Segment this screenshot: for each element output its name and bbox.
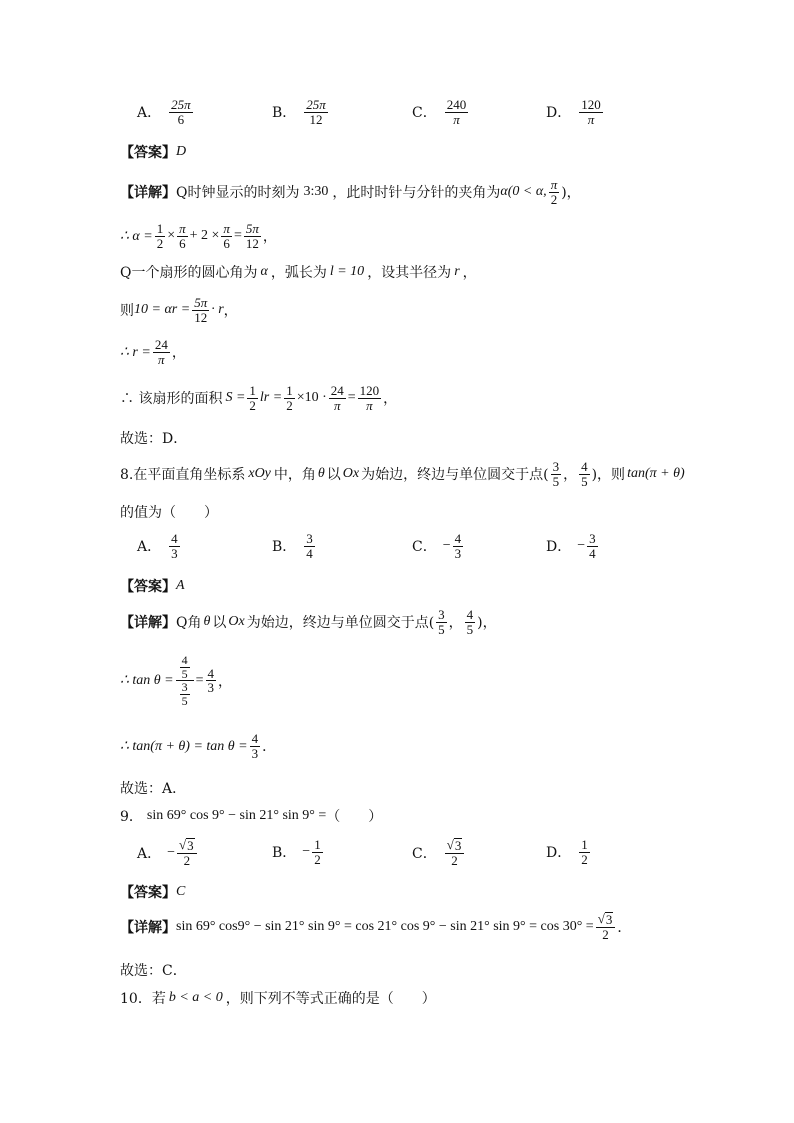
text: ，弧长为 — [270, 265, 327, 281]
detail-tag: 【详解】 — [120, 615, 176, 632]
math: α — [260, 264, 268, 279]
option-fraction — [169, 98, 193, 126]
q9-answer — [120, 882, 185, 902]
text: 则 — [120, 303, 134, 320]
option-label: D． — [546, 845, 572, 862]
denominator: 4 — [306, 545, 313, 561]
denominator: 12 — [245, 235, 259, 251]
text: 以 — [212, 615, 227, 632]
math: ∴ tan θ = — [120, 673, 174, 689]
fraction — [155, 222, 166, 250]
fraction — [192, 296, 209, 324]
q8-detail-line-2 — [120, 654, 232, 707]
denominator: 6 — [223, 235, 230, 251]
answer-tag: 【答案】 — [120, 145, 176, 161]
q8-conclusion: 故选：A． — [120, 781, 187, 797]
q9-stem — [120, 806, 382, 826]
math: ∴ tan(π + θ) = tan θ = — [120, 738, 248, 754]
math: · r — [211, 302, 224, 318]
answer-tag: 【答案】 — [120, 885, 176, 901]
text: Q角 — [176, 615, 202, 632]
denominator: π — [158, 351, 165, 367]
numerator: π — [179, 221, 186, 236]
numerator: 240 — [446, 97, 467, 112]
q8-stem-line-1 — [120, 460, 685, 488]
fraction — [436, 608, 447, 636]
denominator: 5 — [181, 693, 188, 708]
option-fraction — [177, 838, 197, 867]
math: sin 69° cos9° − sin 21° sin 9° = cos 21° cos 9° − sin 21° sin 9° = cos 30° = — [176, 918, 594, 934]
question-number: 9． — [120, 809, 143, 825]
option-label: B． — [272, 105, 297, 122]
numerator: 4 — [171, 531, 178, 546]
numerator — [176, 654, 194, 681]
radicand: 3 — [605, 912, 613, 927]
option-label: A． — [137, 845, 162, 862]
q7-detail-line-1 — [120, 178, 581, 206]
denominator: 3 — [251, 745, 259, 761]
math: lr = — [259, 390, 283, 406]
q8-detail-line-1 — [120, 608, 497, 636]
numerator: 3 — [589, 531, 596, 546]
fraction — [596, 912, 616, 941]
fraction — [244, 222, 261, 250]
fraction — [221, 222, 232, 250]
text: 为始边，终边与单位圆交于点( — [361, 467, 549, 484]
sqrt: √ 3 — [597, 911, 613, 927]
denominator: 12 — [194, 309, 208, 325]
denominator: 2 — [249, 397, 256, 413]
text: ，此时时针与分针的夹角为 — [332, 185, 501, 202]
fraction — [177, 222, 188, 250]
numerator: π — [223, 221, 230, 236]
fraction — [180, 654, 190, 680]
denominator: 5 — [438, 621, 445, 637]
text: ， — [218, 673, 233, 690]
option-label: C． — [412, 539, 437, 556]
fraction — [206, 667, 217, 695]
complex-fraction — [176, 654, 194, 707]
numerator: 3 — [438, 607, 445, 622]
denominator: 5 — [552, 473, 560, 489]
numerator — [177, 838, 197, 854]
math: + 2 × — [189, 228, 220, 244]
numerator: 1 — [581, 837, 588, 852]
math: θ — [203, 614, 211, 630]
option-sign: − — [442, 538, 451, 554]
numerator — [445, 838, 465, 854]
option-sign: − — [167, 844, 176, 860]
numerator: 25π — [171, 97, 191, 112]
fraction — [329, 384, 346, 412]
numerator: 3 — [306, 531, 313, 546]
q8-option-d[interactable] — [546, 532, 600, 560]
text: )， — [561, 185, 581, 202]
numerator: 3 — [181, 680, 188, 695]
q7-option-a[interactable] — [137, 98, 195, 126]
detail-tag: 【详解】 — [120, 185, 176, 202]
fraction — [180, 681, 190, 707]
denominator: 6 — [177, 111, 185, 127]
q7-detail-line-4: 则 10 = αr = $\frac{5\pi}{12}$ · r ， — [120, 295, 238, 325]
option-label: D． — [546, 539, 572, 556]
denominator — [176, 681, 194, 707]
text: ， — [563, 467, 578, 484]
option-label: C． — [412, 105, 437, 122]
option-label: C． — [412, 845, 437, 862]
text: ． — [617, 919, 632, 936]
q8-option-b[interactable] — [272, 532, 317, 560]
text: Q时钟显示的时刻为 — [176, 185, 300, 202]
q8-answer — [120, 576, 185, 596]
denominator: 2 — [550, 191, 558, 207]
numerator: 1 — [314, 837, 321, 852]
math: ×10 · — [296, 390, 327, 406]
numerator: 1 — [156, 221, 164, 236]
denominator: π — [587, 111, 595, 127]
q10-stem — [120, 988, 436, 1008]
math-time: 3:30 — [303, 184, 329, 200]
math: ∴ r = — [120, 344, 151, 360]
q7-conclusion: 故选：D． — [120, 431, 188, 447]
numerator: 1 — [286, 383, 293, 398]
fraction — [284, 384, 295, 412]
denominator: 2 — [183, 852, 191, 868]
option-fraction — [304, 98, 328, 126]
option-label: D． — [546, 105, 572, 122]
math: S = — [225, 390, 246, 406]
q9-detail — [120, 912, 631, 941]
denominator: 4 — [589, 545, 596, 561]
q8-stem-line-2: 的值为（ ） — [120, 505, 218, 521]
q7-detail-line-3 — [120, 262, 477, 282]
q8-option-c[interactable] — [412, 532, 465, 560]
denominator: 3 — [207, 680, 215, 696]
radicand: 3 — [454, 838, 462, 853]
option-fraction — [445, 98, 469, 126]
numerator: 4 — [454, 531, 462, 546]
numerator: 24 — [154, 337, 168, 352]
denominator: π — [366, 397, 373, 413]
q7-detail-line-2: ∴ α = $\frac{1}{2}$ × $\frac{\pi}{6}$ + 2 × $\frac{\pi}{6}$ = $\frac{5\pi}{12}$ ， — [120, 221, 277, 251]
math: sin 69° cos 9° − sin 21° sin 9° = — [146, 808, 327, 823]
numerator: 1 — [249, 383, 256, 398]
text: （ ） — [326, 809, 383, 825]
math: tan(π + θ) — [627, 466, 685, 482]
denominator: 3 — [454, 545, 462, 561]
denominator: 2 — [451, 852, 458, 868]
math: l = 10 — [329, 264, 365, 279]
denominator: 12 — [309, 111, 323, 127]
text: 以 — [326, 467, 341, 484]
answer-tag: 【答案】 — [120, 579, 176, 595]
q7-option-c[interactable] — [412, 98, 470, 126]
detail-tag: 【详解】 — [120, 919, 176, 936]
numerator: 5π — [245, 221, 259, 236]
text: )， — [477, 615, 497, 632]
math: θ — [317, 466, 325, 482]
numerator — [596, 912, 616, 928]
denominator: 3 — [171, 545, 178, 561]
math: = — [195, 672, 204, 688]
option-fraction — [579, 838, 590, 866]
question-number: 10．若 — [120, 991, 166, 1007]
q7-option-d[interactable] — [546, 98, 605, 126]
denominator: 5 — [581, 473, 588, 489]
math: r — [454, 264, 460, 279]
fraction — [153, 338, 170, 366]
sqrt: √ 3 — [446, 837, 462, 853]
math: 10 = αr = — [134, 302, 191, 318]
answer-value: D — [176, 144, 187, 159]
option-label: A． — [137, 105, 162, 122]
fraction — [579, 460, 590, 488]
denominator: π — [453, 111, 460, 127]
q7-detail-line-6: ∴ 该扇形的面积 S = $\frac{1}{2}$ lr = $\frac{1}{2}$ ×10 · $\frac{24}{\pi}$ = $\frac{120}{\pi}$ ， — [120, 383, 398, 413]
q7-option-b[interactable] — [272, 98, 330, 126]
sqrt: √ 3 — [179, 837, 194, 853]
option-fraction — [169, 532, 180, 560]
answer-value: C — [176, 884, 186, 899]
denominator: 5 — [181, 666, 188, 681]
q9-conclusion: 故选：C． — [120, 963, 187, 979]
math: b < a < 0 — [168, 990, 223, 1005]
option-label: A． — [137, 539, 162, 556]
fraction — [465, 608, 476, 636]
q7-detail-line-5: ∴ r = $\frac{24}{\pi}$ ， — [120, 337, 186, 367]
math-alpha-range: α(0 < α, — [500, 184, 547, 200]
fraction — [358, 384, 382, 412]
numerator: 3 — [552, 459, 560, 474]
numerator: 24 — [330, 383, 344, 398]
numerator: 4 — [181, 653, 188, 667]
text: Q一个扇形的圆心角为 — [120, 265, 258, 281]
q8-option-a[interactable] — [137, 532, 182, 560]
denominator: 2 — [581, 851, 588, 867]
option-fraction — [445, 838, 465, 867]
numerator: 4 — [251, 731, 259, 746]
text: ． — [262, 739, 277, 756]
q9-option-d[interactable] — [546, 838, 592, 866]
math: xOy — [248, 466, 271, 482]
numerator: 25π — [306, 97, 326, 112]
radicand: 3 — [187, 838, 194, 853]
denominator: 2 — [314, 851, 321, 867]
text: ，则下列不等式正确的是（ ） — [225, 991, 436, 1007]
denominator: 2 — [156, 235, 164, 251]
option-fraction — [587, 532, 598, 560]
numerator: 4 — [581, 459, 588, 474]
math: Ox — [342, 466, 360, 482]
option-sign: − — [577, 538, 586, 554]
option-fraction — [312, 838, 323, 866]
numerator: 4 — [466, 607, 474, 622]
text: 中，角 — [273, 467, 316, 484]
option-fraction — [579, 98, 603, 126]
denominator: 2 — [602, 926, 609, 942]
denominator: 2 — [286, 397, 293, 413]
text: 8.在平面直角坐标系 — [120, 467, 246, 484]
option-fraction — [304, 532, 315, 560]
text: 为始边，终边与单位圆交于点( — [246, 615, 435, 632]
q9-option-b[interactable] — [272, 838, 325, 866]
text: ， — [462, 265, 477, 281]
fraction — [551, 460, 562, 488]
numerator: π — [550, 177, 558, 192]
text: ，设其半径为 — [367, 265, 452, 281]
option-label: B． — [272, 845, 297, 862]
text: ， — [448, 615, 463, 632]
q8-detail-line-3 — [120, 732, 276, 760]
math: Ox — [228, 614, 245, 630]
q9-option-c[interactable] — [412, 838, 466, 867]
fraction — [250, 732, 261, 760]
q7-answer — [120, 142, 186, 162]
answer-value: A — [176, 578, 185, 593]
math: ∴ α = — [120, 228, 153, 244]
denominator: π — [334, 397, 341, 413]
q9-option-a[interactable] — [137, 838, 199, 867]
text: )，则 — [591, 467, 626, 484]
fraction — [247, 384, 258, 412]
numerator: 120 — [581, 97, 601, 112]
denominator: 6 — [179, 235, 186, 251]
denominator: 5 — [466, 621, 474, 637]
option-sign: − — [302, 844, 311, 860]
numerator: 4 — [207, 665, 215, 681]
numerator: 5π — [194, 295, 208, 310]
numerator: 120 — [359, 383, 380, 398]
option-fraction — [453, 532, 464, 560]
text: ∴ 该扇形的面积 — [120, 391, 223, 408]
option-label: B． — [272, 539, 297, 556]
fraction — [549, 178, 560, 206]
